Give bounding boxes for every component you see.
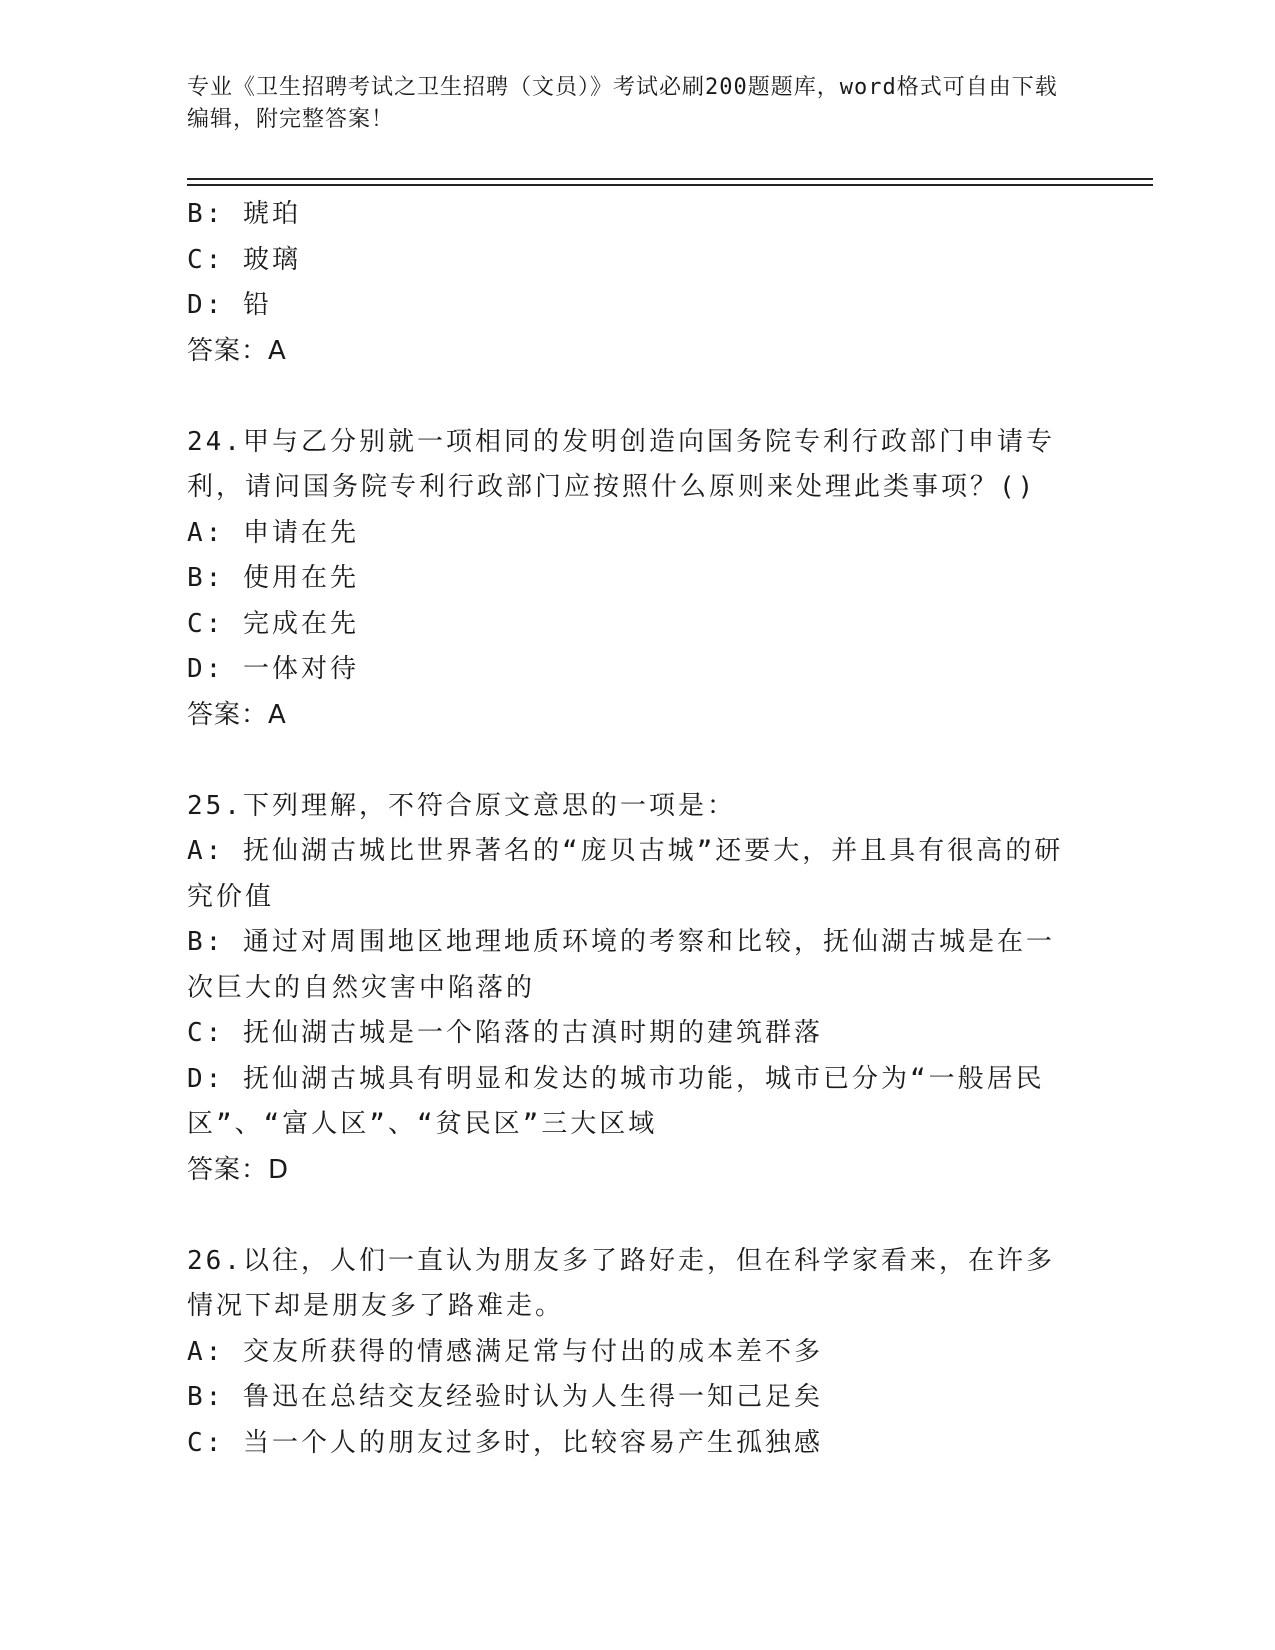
option-label: C: [187, 244, 206, 275]
question-list: [187, 192, 1067, 1466]
option-a: A: 申请在先: [187, 517, 359, 548]
option-d: D: 一体对待: [187, 654, 359, 684]
option-text: 琥珀: [242, 199, 301, 229]
option-d: D: 抚仙湖古城具有明显和发达的城市功能，城市已分为“一般居民区”、“富人区”、“贫民区”三大区域: [187, 1063, 1045, 1139]
option-label: B: [187, 563, 206, 593]
answer-line: 答案：D: [187, 1154, 290, 1185]
option-label: A: [187, 836, 206, 866]
option-c: C: 抚仙湖古城是一个陷落的古滇时期的建筑群落: [187, 1018, 823, 1048]
option-text: 申请在先: [242, 517, 359, 548]
option-label: D: [187, 654, 206, 684]
header-divider-top: [187, 178, 1153, 180]
option-text: 鲁迅在总结交友经验时认为人生得一知己足矣: [242, 1382, 823, 1412]
option-text: 抚仙湖古城具有明显和发达的城市功能，城市已分为“一般居民区”、“富人区”、“贫民区”三大区域: [187, 1063, 1045, 1139]
document-header: [187, 72, 1067, 136]
option-text: 铅: [242, 290, 272, 320]
header-text: 专业《卫生招聘考试之卫生招聘（文员）》考试必刷200题题库，word格式可自由下载编辑，附完整答案！: [187, 75, 1058, 132]
header-divider-bottom: [187, 184, 1153, 186]
option-text: 一体对待: [242, 654, 359, 684]
option-c: C: 完成在先: [187, 608, 359, 639]
question-stem: 26.以往，人们一直认为朋友多了路好走，但在科学家看来，在许多情况下却是朋友多了路难走。: [187, 1245, 1055, 1321]
option-b: B: 通过对周围地区地理地质环境的考察和比较，抚仙湖古城是在一次巨大的自然灾害中陷落的: [187, 927, 1055, 1003]
option-text: 玻璃: [242, 244, 301, 275]
spacer: [187, 1193, 1067, 1239]
option-a: A: 交友所获得的情感满足常与付出的成本差不多: [187, 1336, 823, 1367]
option-text: 当一个人的朋友过多时，比较容易产生孤独感: [242, 1427, 823, 1458]
option-text: 抚仙湖古城是一个陷落的古滇时期的建筑群落: [242, 1018, 823, 1048]
spacer: [187, 738, 1067, 784]
option-label: D: [187, 1063, 206, 1094]
option-a: A: 抚仙湖古城比世界著名的“庞贝古城”还要大，并且具有很高的研究价值: [187, 836, 1064, 912]
option-label: A: [187, 517, 206, 548]
option-c: C: 玻璃: [187, 244, 301, 275]
option-label: C: [187, 1018, 206, 1048]
question-stem: 25.下列理解，不符合原文意思的一项是：: [187, 790, 736, 821]
spacer: [187, 374, 1067, 420]
option-label: D: [187, 290, 206, 320]
option-text: 抚仙湖古城比世界著名的“庞贝古城”还要大，并且具有很高的研究价值: [187, 836, 1064, 912]
option-label: C: [187, 1427, 206, 1458]
option-label: B: [187, 1382, 206, 1412]
option-d: D: 铅: [187, 290, 272, 320]
option-text: 完成在先: [242, 608, 359, 639]
option-label: B: [187, 927, 206, 957]
option-b: B: 琥珀: [187, 199, 301, 229]
option-label: B: [187, 199, 206, 229]
option-text: 通过对周围地区地理地质环境的考察和比较，抚仙湖古城是在一次巨大的自然灾害中陷落的: [187, 927, 1055, 1003]
option-b: B: 鲁迅在总结交友经验时认为人生得一知己足矣: [187, 1382, 823, 1412]
option-text: 使用在先: [242, 563, 359, 593]
answer-line: 答案：A: [187, 699, 287, 730]
option-c: C: 当一个人的朋友过多时，比较容易产生孤独感: [187, 1427, 823, 1458]
option-label: A: [187, 1336, 206, 1367]
option-label: C: [187, 608, 206, 639]
answer-line: 答案：A: [187, 335, 287, 366]
question-stem: 24.甲与乙分别就一项相同的发明创造向国务院专利行政部门申请专利，请问国务院专利行政部门应按照什么原则来处理此类事项？(): [187, 426, 1055, 502]
option-b: B: 使用在先: [187, 563, 359, 593]
option-text: 交友所获得的情感满足常与付出的成本差不多: [242, 1336, 823, 1367]
